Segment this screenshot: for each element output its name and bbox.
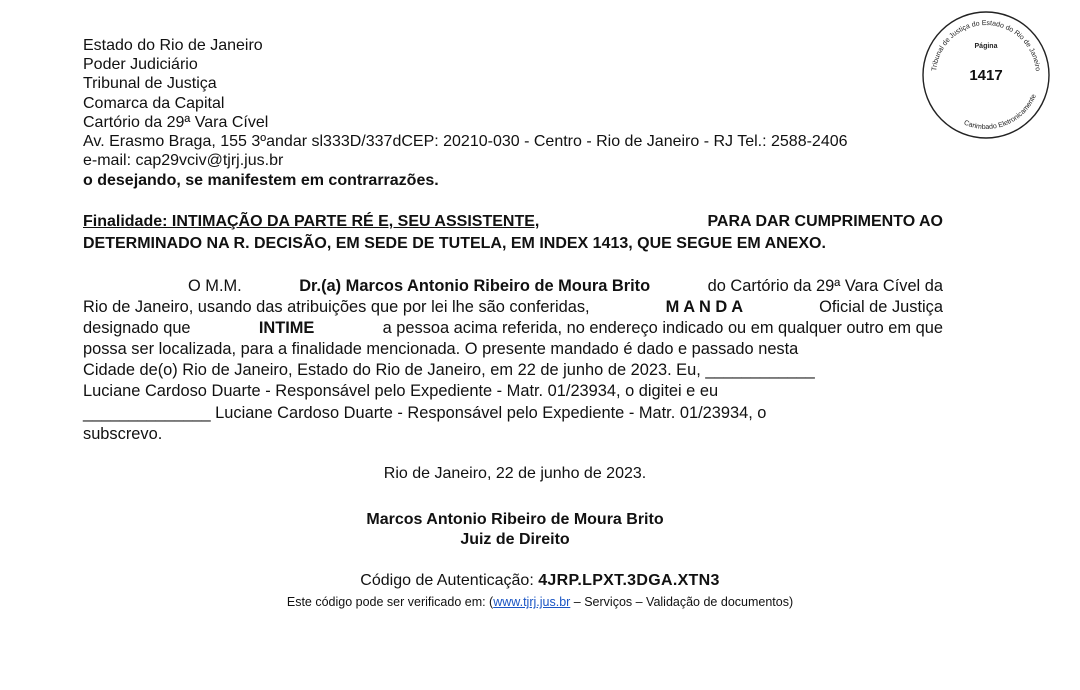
signer-title: Juiz de Direito	[460, 531, 570, 548]
signature-block	[0, 510, 1030, 550]
court-header	[83, 36, 848, 170]
header-address: Av. Erasmo Braga, 155 3ºandar sl333D/337dCEP: 20210-030 - Centro - Rio de Janeiro - RJ Tel.: 2588-2406	[83, 133, 848, 151]
seal-page-number: 1417	[969, 67, 1003, 84]
signer-name: Marcos Antonio Ribeiro de Moura Brito	[366, 511, 664, 528]
body-line1-c: do Cartório da 29ª Vara Cível da	[707, 277, 943, 295]
purpose-block	[83, 211, 943, 255]
place-date: Rio de Janeiro, 22 de junho de 2023.	[383, 465, 647, 482]
body-line3-a: designado que	[83, 319, 191, 338]
header-state: Estado do Rio de Janeiro	[83, 37, 263, 54]
header-registry: Cartório da 29ª Vara Cível	[83, 113, 269, 131]
seal-page-label: Página	[974, 43, 998, 50]
body-line2-c: Oficial de Justiça	[819, 298, 943, 317]
verify-prefix: Este código pode ser verificado em: (	[286, 595, 494, 609]
manda-word: M A N D A	[665, 298, 744, 317]
body-line7: ______________ Luciane Cardoso Duarte - Responsável pelo Expediente - Matr. 01/23934, o	[83, 403, 767, 422]
header-email: e-mail: cap29vciv@tjrj.jus.br	[83, 152, 284, 170]
order-paragraph	[83, 276, 943, 445]
seal-arc-top: Tribunal de Justiça do Estado do Rio de Janeiro	[931, 19, 1041, 72]
body-line2-a: Rio de Janeiro, usando das atribuições que por lei lhe são conferidas,	[83, 298, 590, 317]
judge-name-inline: Dr.(a) Marcos Antonio Ribeiro de Moura Brito	[299, 277, 651, 295]
verify-link[interactable]: www.tjrj.jus.br	[493, 595, 571, 609]
purpose-title: Finalidade: INTIMAÇÃO DA PARTE RÉ E, SEU ASSISTENTE,	[83, 213, 540, 230]
verify-suffix: – Serviços – Validação de documentos)	[570, 595, 794, 609]
electronic-stamp-seal	[921, 10, 1051, 140]
header-court: Tribunal de Justiça	[83, 75, 217, 93]
body-line4: possa ser localizada, para a finalidade mencionada. O presente mandado é dado e passado nesta	[83, 340, 799, 359]
header-district: Comarca da Capital	[83, 94, 225, 112]
auth-code: 4JRP.LPXT.3DGA.XTN3	[538, 572, 720, 589]
authentication-line	[0, 572, 1080, 590]
body-line8: subscrevo.	[83, 424, 163, 443]
header-branch: Poder Judiciário	[83, 56, 198, 74]
purpose-line2: DETERMINADO NA R. DECISÃO, EM SEDE DE TUTELA, EM INDEX 1413, QUE SEGUE EM ANEXO.	[83, 235, 826, 252]
auth-label: Código de Autenticação:	[360, 572, 534, 589]
body-line1-a: O M.M.	[188, 277, 242, 295]
body-line5: Cidade de(o) Rio de Janeiro, Estado do Rio de Janeiro, em 22 de junho de 2023. Eu, ____________	[83, 361, 815, 380]
body-line3-c: a pessoa acima referida, no endereço indicado ou em qualquer outro em que	[382, 319, 943, 338]
text-fragment: o desejando, se manifestem em contrarrazões.	[83, 172, 439, 189]
seal-arc-bottom: Carimbado Eletronicamente	[962, 93, 1038, 132]
verification-note	[0, 595, 1080, 609]
intime-word: INTIME	[258, 319, 315, 338]
body-line6: Luciane Cardoso Duarte - Responsável pelo Expediente - Matr. 01/23934, o digitei e eu	[83, 382, 719, 401]
purpose-line1-rest: PARA DAR CUMPRIMENTO AO	[707, 213, 943, 230]
